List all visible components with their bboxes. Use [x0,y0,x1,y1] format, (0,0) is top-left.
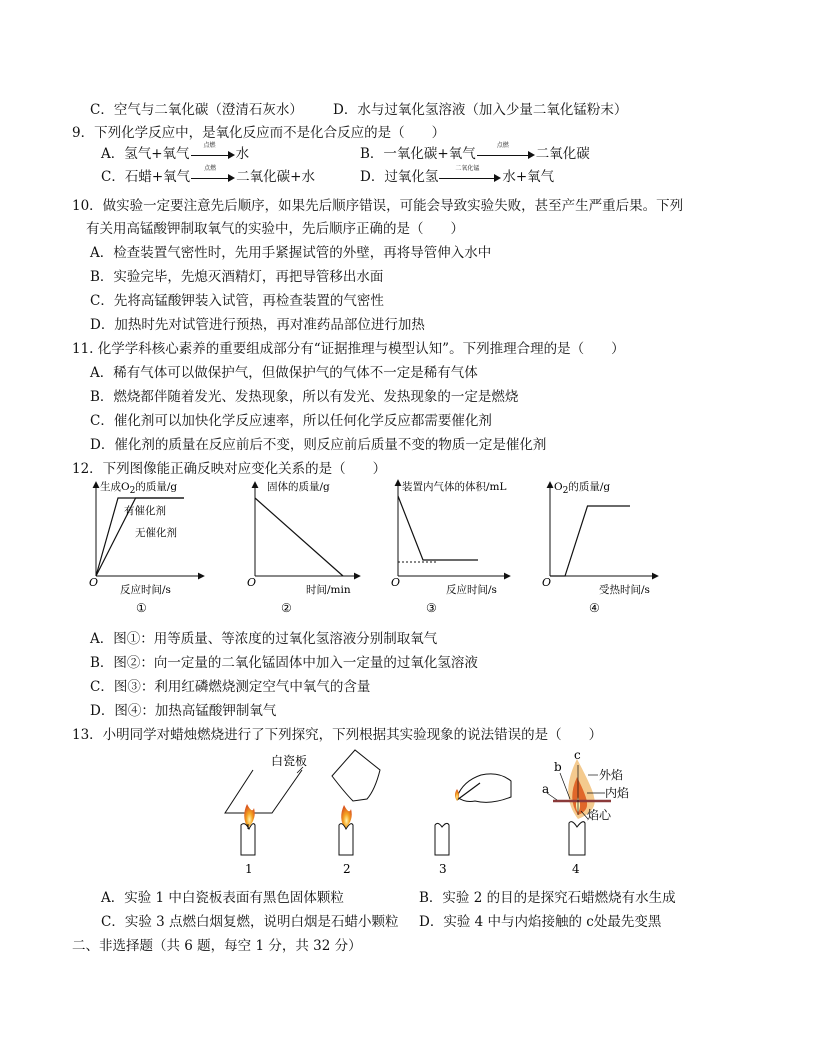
graph-4-ylabel: O2的质量/g [554,481,611,496]
q11-option-d: D．催化剂的质量在反应前后不变，则反应前后质量不变的物质一定是催化剂 [90,437,547,453]
q11-option-b: B．燃烧都伴随着发光、发热现象，所以有发光、发热现象的一定是燃烧 [90,389,519,405]
q10-stem-line2: 有关用高锰酸钾制取氧气的实验中，先后顺序正确的是（ ） [86,221,464,237]
q9-option-b: B．一氧化碳+氧气 点燃 二氧化碳 [360,141,590,162]
white-plate-label: 白瓷板 [271,754,308,768]
q12-stem: 12．下列图像能正确反映对应变化关系的是（ ） [72,461,387,477]
reaction-arrow-icon: 点燃 [477,150,535,160]
graph-4-series [550,506,630,576]
graph-4 [542,480,658,615]
q13-option-a: A．实验 1 中白瓷板表面有黑色固体颗粒 [101,890,344,906]
graph-1-xlabel: 反应时间/s [120,584,171,596]
experiment-4 [542,748,629,876]
label-b: b [554,760,562,774]
q11-option-c: C．催化剂可以加快化学反应速率，所以任何化学反应都需要催化剂 [90,413,492,429]
graph-2-number: ② [281,601,292,615]
candle-icon [339,824,353,855]
experiment-1 [225,753,307,876]
graph-1-legend-catalyst: 有催化剂 [124,505,166,517]
graph-3-series [398,496,478,560]
graph-2 [247,480,360,615]
candle-icon [435,823,449,855]
q12-option-a: A．图①：用等质量、等浓度的过氧化氢溶液分别制取氧气 [90,631,438,647]
q12-option-d: D．图④：加热高锰酸钾制氧气 [90,703,277,719]
q12-graphs [80,472,680,624]
experiment-2 [332,750,380,876]
q10-option-b: B．实验完毕，先熄灭酒精灯，再把导管移出水面 [90,269,384,285]
white-plate-icon [225,770,302,813]
q10-option-c: C．先将高锰酸钾装入试管，再检查装置的气密性 [90,293,384,309]
q10-stem-line1: 10．做实验一定要注意先后顺序，如果先后顺序错误，可能会导致实验失败，甚至产生严重后果。下列 [72,198,684,214]
reaction-arrow-icon: 点燃 [191,173,235,183]
graph-3-ylabel: 装置内气体的体积/mL [402,481,507,493]
q11-stem: 11. 化学学科核心素养的重要组成部分有“证据推理与模型认知”。下列推理合理的是（ ） [72,341,625,357]
experiment-1-number: 1 [245,862,253,876]
graph-4-number: ④ [589,601,600,615]
graph-1 [89,480,204,615]
graph-1-ylabel: 生成O2的质量/g [100,481,178,496]
graph-4-origin: O [542,576,552,589]
hand-icon [457,774,511,802]
q13-option-c: C．实验 3 点燃白烟复燃，说明白烟是石蜡小颗粒 [101,914,399,930]
graph-2-series [255,498,343,576]
label-a: a [542,782,550,796]
graph-2-ylabel: 固体的质量/g [267,481,330,493]
graph-2-xlabel: 时间/min [306,584,351,596]
outer-flame-label: 外焰 [599,768,624,782]
graph-1-origin: O [89,576,99,589]
q9-stem: 9．下列化学反应中，是氧化反应而不是化合反应的是（ ） [72,125,446,141]
graph-3-origin: O [391,576,401,589]
q10-option-d: D．加热时先对试管进行预热，再对准药品部位进行加热 [90,317,425,333]
q11-option-a: A．稀有气体可以做保护气，但做保护气的气体不一定是稀有气体 [90,365,478,381]
q13-option-b: B．实验 2 的目的是探究石蜡燃烧有水生成 [419,890,676,906]
experiment-3 [435,774,511,876]
section-2-heading: 二、非选择题（共 6 题，每空 1 分，共 32 分） [72,938,362,954]
reaction-arrow-icon: 点燃 [191,150,235,160]
graph-3-xlabel: 反应时间/s [446,584,497,596]
graph-2-origin: O [247,576,257,589]
graph-3-number: ③ [426,601,437,615]
experiment-4-number: 4 [572,862,580,876]
flame-core-label: 焰心 [587,808,612,822]
q12-option-c: C．图③：利用红磷燃烧测定空气中氧气的含量 [90,679,371,695]
experiment-3-number: 3 [439,862,447,876]
q8-option-d: D．水与过氧化氢溶液（加入少量二氧化锰粉末） [333,102,628,118]
q9-option-d: D．过氧化氢 二氧化锰 水+氧气 [360,164,555,185]
graph-1-number: ① [136,601,147,615]
q8-option-c: C．空气与二氧化碳（澄清石灰水） [90,102,303,118]
q13-stem: 13．小明同学对蜡烛燃烧进行了下列探究，下列根据其实验现象的说法错误的是（ ） [72,727,603,743]
q9-option-c: C．石蜡+氧气 点燃 二氧化碳+水 [101,164,315,185]
q9-option-a: A．氢气+氧气 点燃 水 [101,141,250,162]
q12-option-b: B．图②：向一定量的二氧化锰固体中加入一定量的过氧化氢溶液 [90,655,478,671]
graph-1-legend-no-catalyst: 无催化剂 [135,527,177,539]
graph-4-xlabel: 受热时间/s [599,584,650,596]
beaker-icon [332,750,380,801]
reaction-arrow-icon: 二氧化锰 [439,173,501,183]
candle-experiments-figure [195,745,645,880]
label-c: c [574,748,581,762]
q10-option-a: A．检查装置气密性时，先用手紧握试管的外壁，再将导管伸入水中 [90,245,492,261]
graph-3 [391,480,510,615]
experiment-2-number: 2 [343,862,351,876]
q13-option-d: D．实验 4 中与内焰接触的 c处最先变黑 [419,914,662,930]
inner-flame-label: 内焰 [605,786,630,800]
candle-icon [569,822,585,855]
